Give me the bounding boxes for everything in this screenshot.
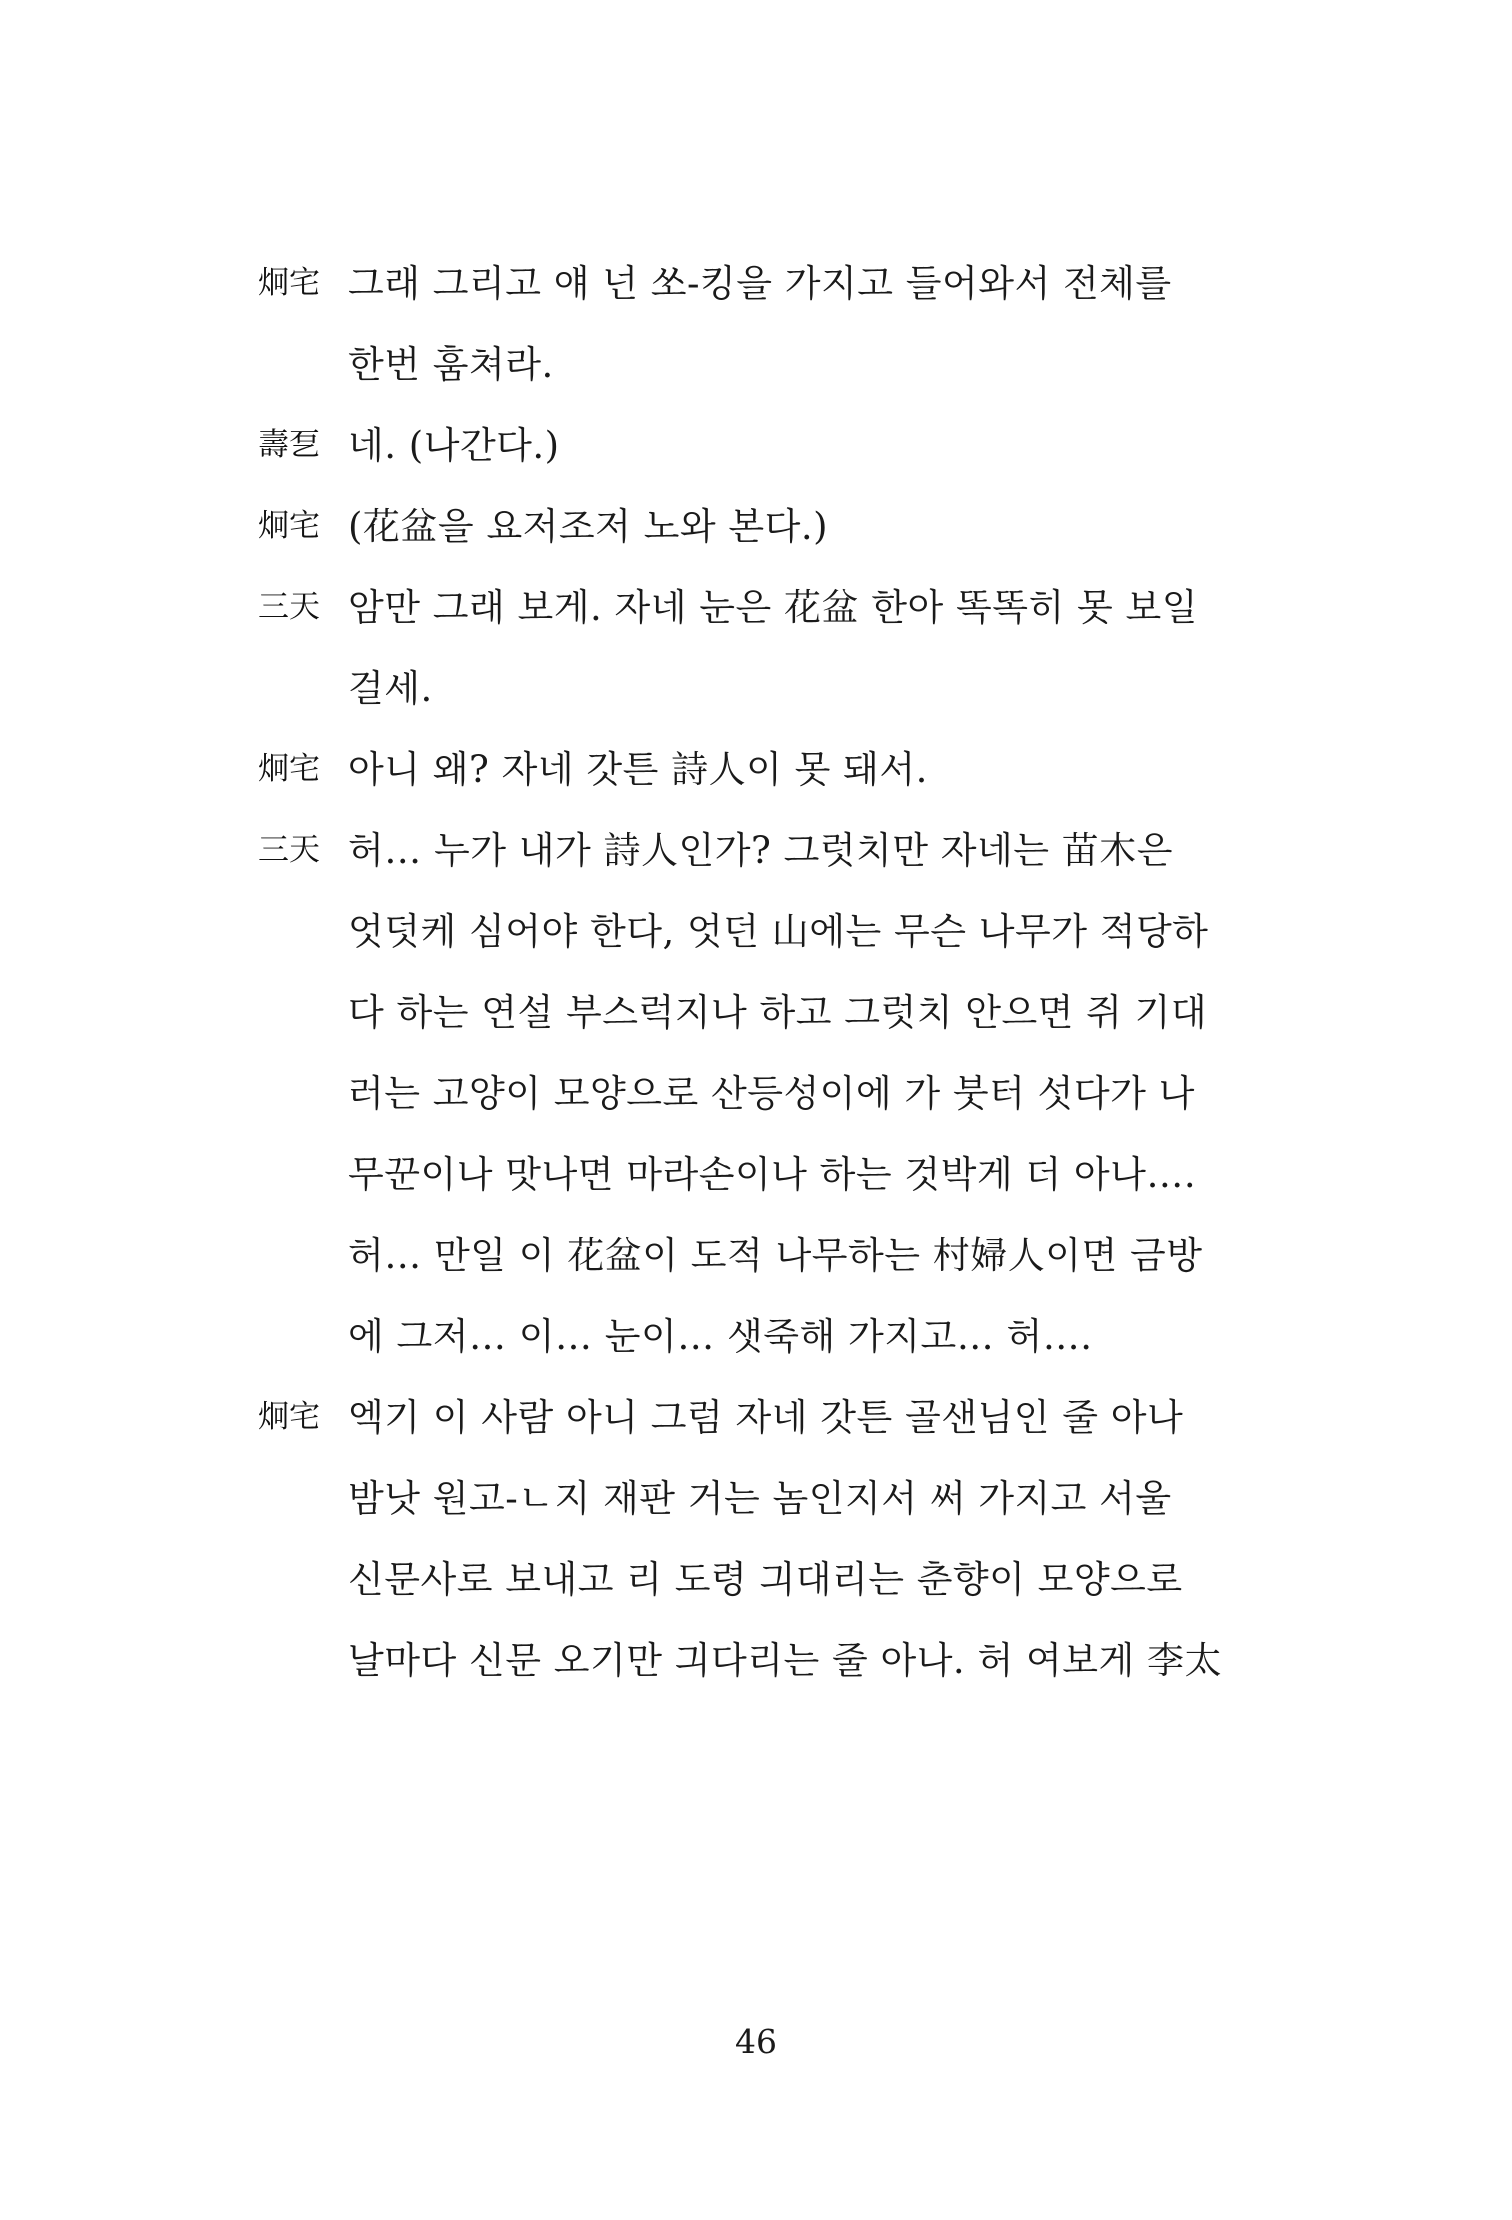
- dialogue-line: (花盆을 요저조저 노와 본다.): [348, 505, 829, 548]
- dialogue-entry: [258, 486, 1258, 567]
- dialogue-line: 신문사로 보내고 리 도령 긔대리는 춘향이 모양으로: [348, 1558, 1183, 1601]
- dialogue-entry: [258, 1377, 1258, 1701]
- dialogue-line: 다 하는 연설 부스럭지나 하고 그럿치 안으면 쥐 기대: [348, 991, 1208, 1034]
- speaker-name: 炯宅: [258, 1399, 320, 1435]
- dialogue-line: 엑기 이 사람 아니 그럼 자네 갓튼 골샌님인 줄 아나: [348, 1396, 1184, 1439]
- page-number: 46: [735, 2022, 777, 2061]
- speaker-name: 壽乭: [258, 427, 320, 463]
- dialogue-line: 에 그저… 이… 눈이… 샛죽해 가지고… 허….: [348, 1315, 1093, 1358]
- dialogue-line: 그래 그리고 얘 넌 쏘-킹을 가지고 들어와서 전체를: [348, 262, 1172, 305]
- dialogue-line: 아니 왜? 자네 갓튼 詩人이 못 돼서.: [348, 748, 928, 791]
- dialogue-line: 허… 만일 이 花盆이 도적 나무하는 村婦人이면 금방: [348, 1234, 1203, 1277]
- dialogue-line: 러는 고양이 모양으로 산등성이에 가 붓터 섯다가 나: [348, 1072, 1195, 1115]
- dialogue-line: 허… 누가 내가 詩人인가? 그럿치만 자네는 苗木은: [348, 829, 1174, 872]
- dialogue-line: 엇덧케 심어야 한다, 엇던 山에는 무슨 나무가 적당하: [348, 910, 1209, 953]
- speaker-name: 炯宅: [258, 751, 320, 787]
- dialogue-entry: [258, 729, 1258, 810]
- dialogue-entry: [258, 567, 1258, 729]
- dialogue-line: 걸세.: [348, 667, 433, 710]
- speaker-name: 炯宅: [258, 508, 320, 544]
- dialogue-line: 암만 그래 보게. 자네 눈은 花盆 한아 똑똑히 못 보일: [348, 586, 1198, 629]
- dialogue-line: 밤낫 원고-ㄴ지 재판 거는 놈인지서 써 가지고 서울: [348, 1477, 1172, 1520]
- dialogue-entry: [258, 810, 1258, 1377]
- dialogue-entry: [258, 243, 1258, 405]
- dialogue-line: 네. (나간다.): [348, 424, 560, 467]
- play-script-body: [258, 243, 1258, 1701]
- speaker-name: 炯宅: [258, 265, 320, 301]
- dialogue-line: 날마다 신문 오기만 긔다리는 줄 아나. 허 여보게 李太: [348, 1639, 1222, 1682]
- speaker-name: 三天: [258, 589, 320, 625]
- dialogue-line: 무꾼이나 맛나면 마라손이나 하는 것박게 더 아나….: [348, 1153, 1197, 1196]
- speaker-name: 三天: [258, 832, 320, 868]
- dialogue-entry: [258, 405, 1258, 486]
- dialogue-line: 한번 훔쳐라.: [348, 343, 554, 386]
